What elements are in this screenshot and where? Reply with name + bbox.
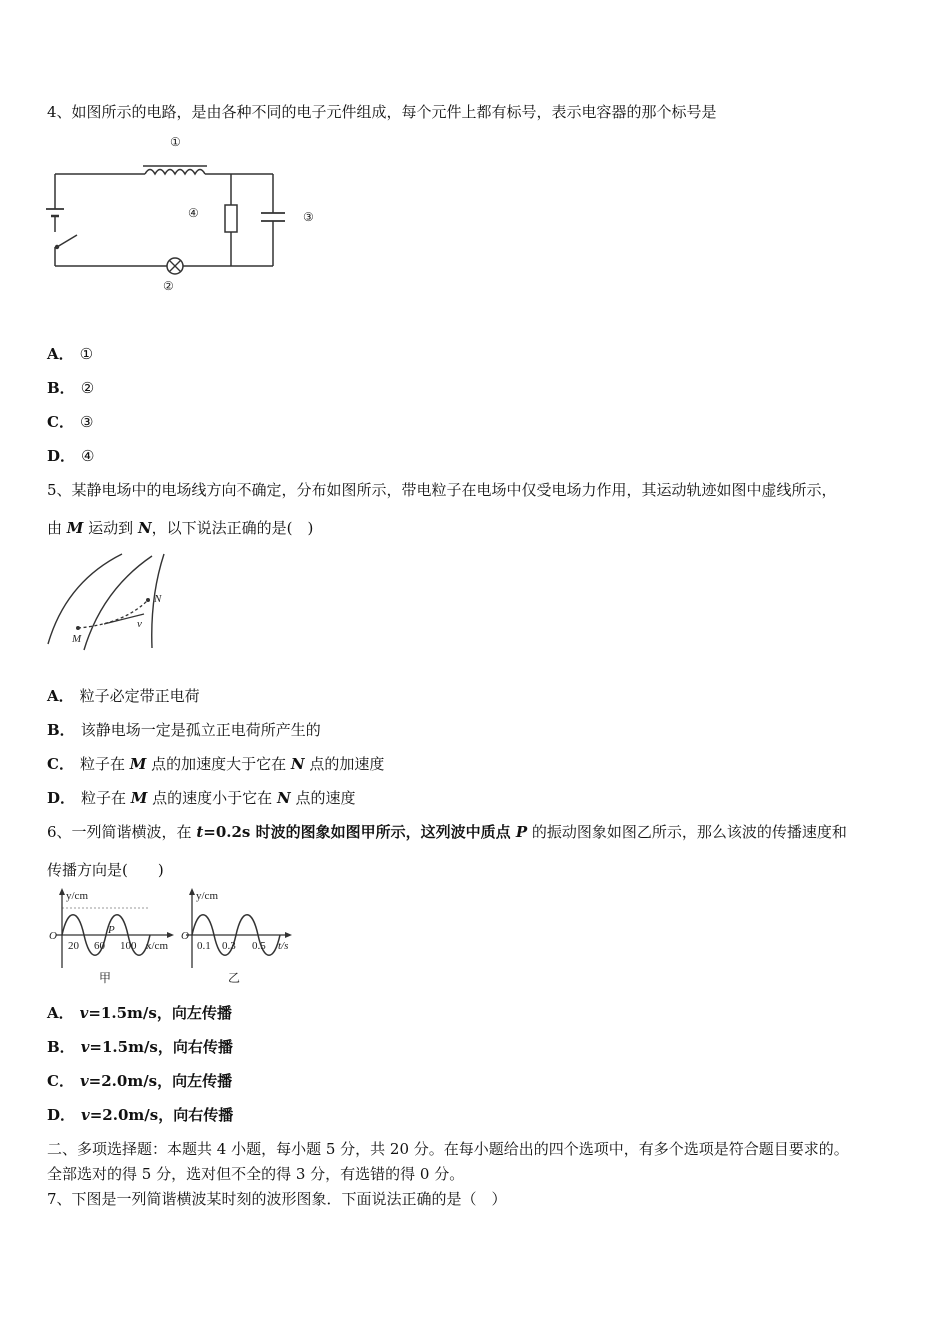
q6-stem-line1: 6、一列简谐横波，在 t=0.2s 时波的图象如图甲所示，这列波中质点 P 的振动图象如图乙所示，那么该波的传播速度和 [47, 823, 847, 841]
q5-stem-line1: 5、某静电场中的电场线方向不确定，分布如图所示，带电粒子在电场中仅受电场力作用，其运动轨迹如图中虚线所示， [47, 481, 837, 499]
ylabel: y/cm [196, 890, 218, 902]
q4-option-a[interactable]: A． ① [47, 345, 94, 363]
q6-option-a[interactable]: A． v=1.5m/s，向左传播 [47, 1004, 232, 1022]
origin: O [49, 930, 57, 942]
caption: 甲 [99, 971, 112, 985]
resistor-symbol [225, 205, 237, 232]
origin: O [181, 930, 189, 942]
section2-heading-line2: 全部选对的得 5 分，选对但不全的得 3 分，有选错的得 0 分。 [47, 1165, 465, 1183]
xlabel: t/s [278, 940, 289, 952]
point-p: P [108, 924, 115, 936]
q6-stem-line2: 传播方向是( ) [47, 861, 164, 879]
xtick: 100 [120, 940, 137, 952]
q5-option-a[interactable]: A． 粒子必定带正电荷 [47, 687, 200, 705]
inductor-symbol [145, 170, 205, 175]
q7-stem: 7、下图是一列简谐横波某时刻的波形图象．下面说法正确的是（ ） [47, 1190, 507, 1208]
xtick: 20 [68, 940, 79, 952]
xtick: 60 [94, 940, 105, 952]
q4-circuit-figure [40, 132, 330, 297]
q5-option-c[interactable]: C． 粒子在 M 点的加速度大于它在 N 点的加速度 [47, 755, 385, 773]
xtick: 0.3 [222, 940, 236, 952]
q6-option-c[interactable]: C． v=2.0m/s，向左传播 [47, 1072, 233, 1090]
q5-field-figure [44, 552, 174, 652]
q5-stem-line2: 由 M 运动到 N，以下说法正确的是( ) [47, 519, 314, 537]
label-v: v [137, 618, 142, 630]
q5-option-b[interactable]: B． 该静电场一定是孤立正电荷所产生的 [47, 721, 321, 739]
q6-wave-figure-jia [46, 888, 181, 988]
label-4: ④ [188, 206, 199, 220]
label-3: ③ [303, 210, 314, 224]
q4-option-c[interactable]: C． ③ [47, 413, 94, 431]
switch-symbol [57, 235, 77, 247]
q6-option-b[interactable]: B． v=1.5m/s，向右传播 [47, 1038, 233, 1056]
xlabel: x/cm [146, 940, 168, 952]
label-1: ① [170, 135, 181, 149]
xtick: 0.5 [252, 940, 266, 952]
label-n: N [154, 593, 162, 605]
q4-option-b[interactable]: B． ② [47, 379, 95, 397]
xtick: 0.1 [197, 940, 211, 952]
field-line [48, 554, 122, 644]
label-m: M [72, 633, 82, 645]
q4-option-d[interactable]: D． ④ [47, 447, 95, 465]
field-line [84, 556, 152, 650]
q6-wave-figure-yi [180, 888, 305, 988]
q6-option-d[interactable]: D． v=2.0m/s，向右传播 [47, 1106, 234, 1124]
ylabel: y/cm [66, 890, 88, 902]
q4-stem: 4、如图所示的电路，是由各种不同的电子元件组成，每个元件上都有标号，表示电容器的那个标号是 [47, 103, 717, 121]
caption: 乙 [228, 971, 241, 985]
label-2: ② [163, 279, 174, 293]
section2-heading-line1: 二、多项选择题：本题共 4 小题，每小题 5 分，共 20 分。在每小题给出的四个选项中，有多个选项是符合题目要求的。 [47, 1140, 849, 1158]
q5-option-d[interactable]: D． 粒子在 M 点的速度小于它在 N 点的速度 [47, 789, 356, 807]
